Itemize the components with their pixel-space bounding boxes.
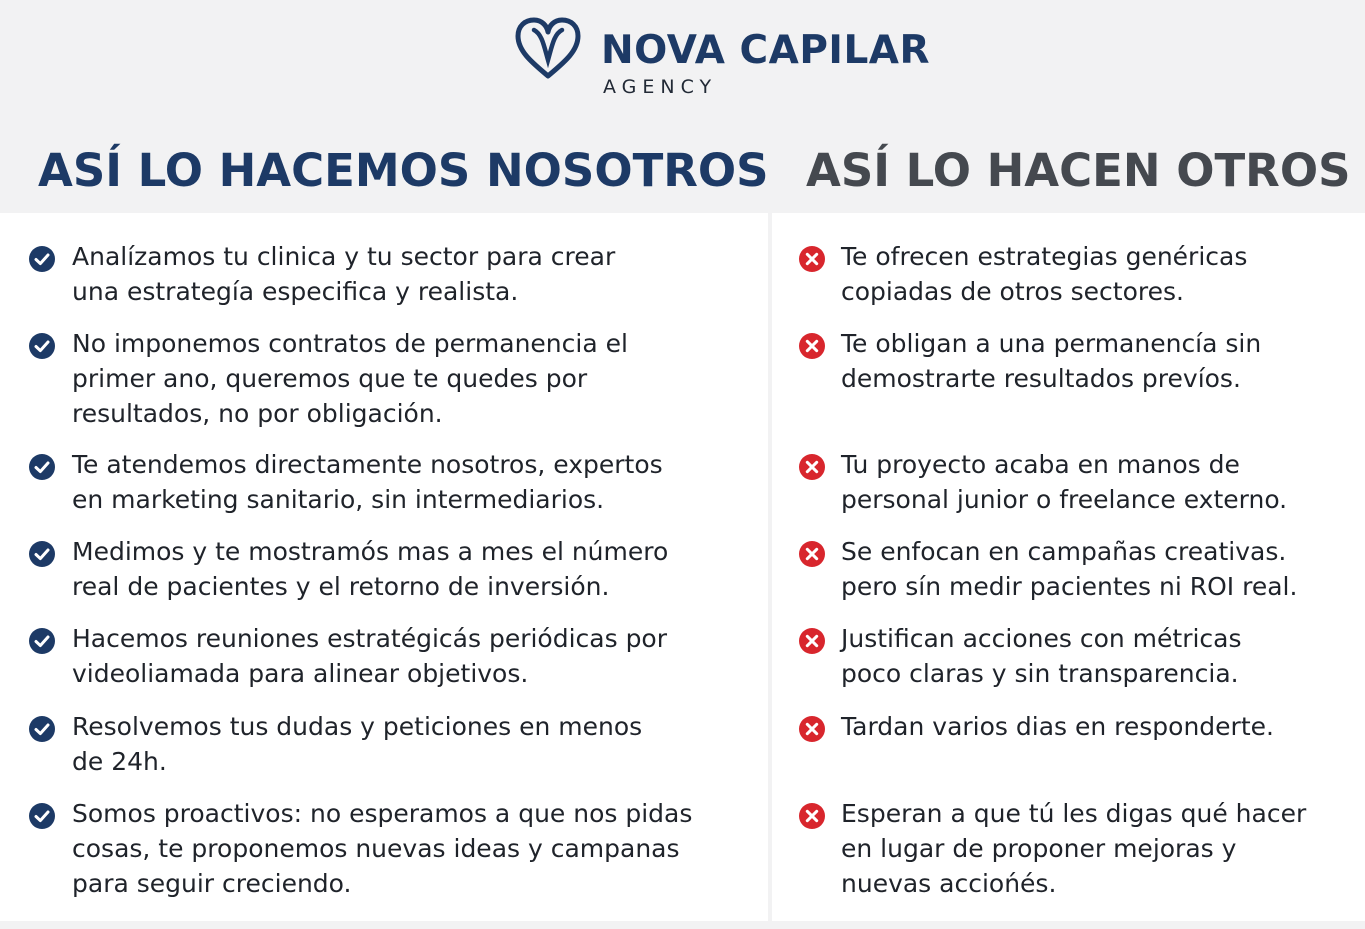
item-text: Resolvemos tus dudas y peticiones en menos de 24h. (72, 712, 643, 776)
heading-nosotros: ASÍ LO HACEMOS NOSOTROS (38, 144, 769, 197)
check-circle-icon (28, 540, 56, 568)
item-text: No imponemos contratos de permanencia el primer ano, queremos que te quedes por resultados, no por obligación. (72, 329, 628, 428)
item-text: Tardan varios dias en responderte. (841, 712, 1274, 741)
check-circle-icon (28, 453, 56, 481)
item-text: Esperan a que tú les digas qué hacer en lugar de proponer mejoras y nuevas acciońés. (841, 799, 1307, 898)
check-circle-icon (28, 627, 56, 655)
item-text: Te ofrecen estrategias genéricas copiadas de otros sectores. (841, 242, 1248, 306)
list-nosotros (0, 213, 768, 921)
heading-otros: ASÍ LO HACEN OTROS (806, 144, 1351, 197)
item-text: Te obligan a una permanencía sin demostrarte resultados prevíos. (841, 329, 1262, 393)
brand-subtitle: AGENCY (603, 76, 718, 98)
item-text: Se enfocan en campañas creativas. pero sín medir pacientes ni ROI real. (841, 537, 1298, 601)
item-text: Somos proactivos: no esperamos a que nos pidas cosas, te proponemos nuevas ideas y campanas para seguir creciendo. (72, 799, 693, 898)
x-circle-icon (798, 453, 826, 481)
brand-name: NOVA CAPILAR (601, 28, 931, 73)
item-text: Medimos y te mostramós mas a mes el número real de pacientes y el retorno de inversión. (72, 537, 669, 601)
x-circle-icon (798, 715, 826, 743)
item-text: Analízamos tu clinica y tu sector para crear una estrategía especifica y realista. (72, 242, 616, 306)
panel-otros (772, 213, 1365, 921)
item-text: Justifican acciones con métricas poco claras y sin transparencia. (841, 624, 1242, 688)
check-circle-icon (28, 332, 56, 360)
x-circle-icon (798, 540, 826, 568)
check-circle-icon (28, 802, 56, 830)
x-circle-icon (798, 802, 826, 830)
item-text: Tu proyecto acaba en manos de personal junior o freelance externo. (841, 450, 1288, 514)
check-circle-icon (28, 245, 56, 273)
item-text: Te atendemos directamente nosotros, expertos en marketing sanitario, sin intermediarios. (72, 450, 663, 514)
check-circle-icon (28, 715, 56, 743)
list-otros (772, 213, 1365, 921)
x-circle-icon (798, 627, 826, 655)
x-circle-icon (798, 245, 826, 273)
item-text: Hacemos reuniones estratégicás periódicas por videoliamada para alinear objetivos. (72, 624, 668, 688)
panel-nosotros (0, 213, 768, 921)
x-circle-icon (798, 332, 826, 360)
brand-header (0, 14, 1365, 98)
heart-logo-icon (512, 16, 584, 82)
